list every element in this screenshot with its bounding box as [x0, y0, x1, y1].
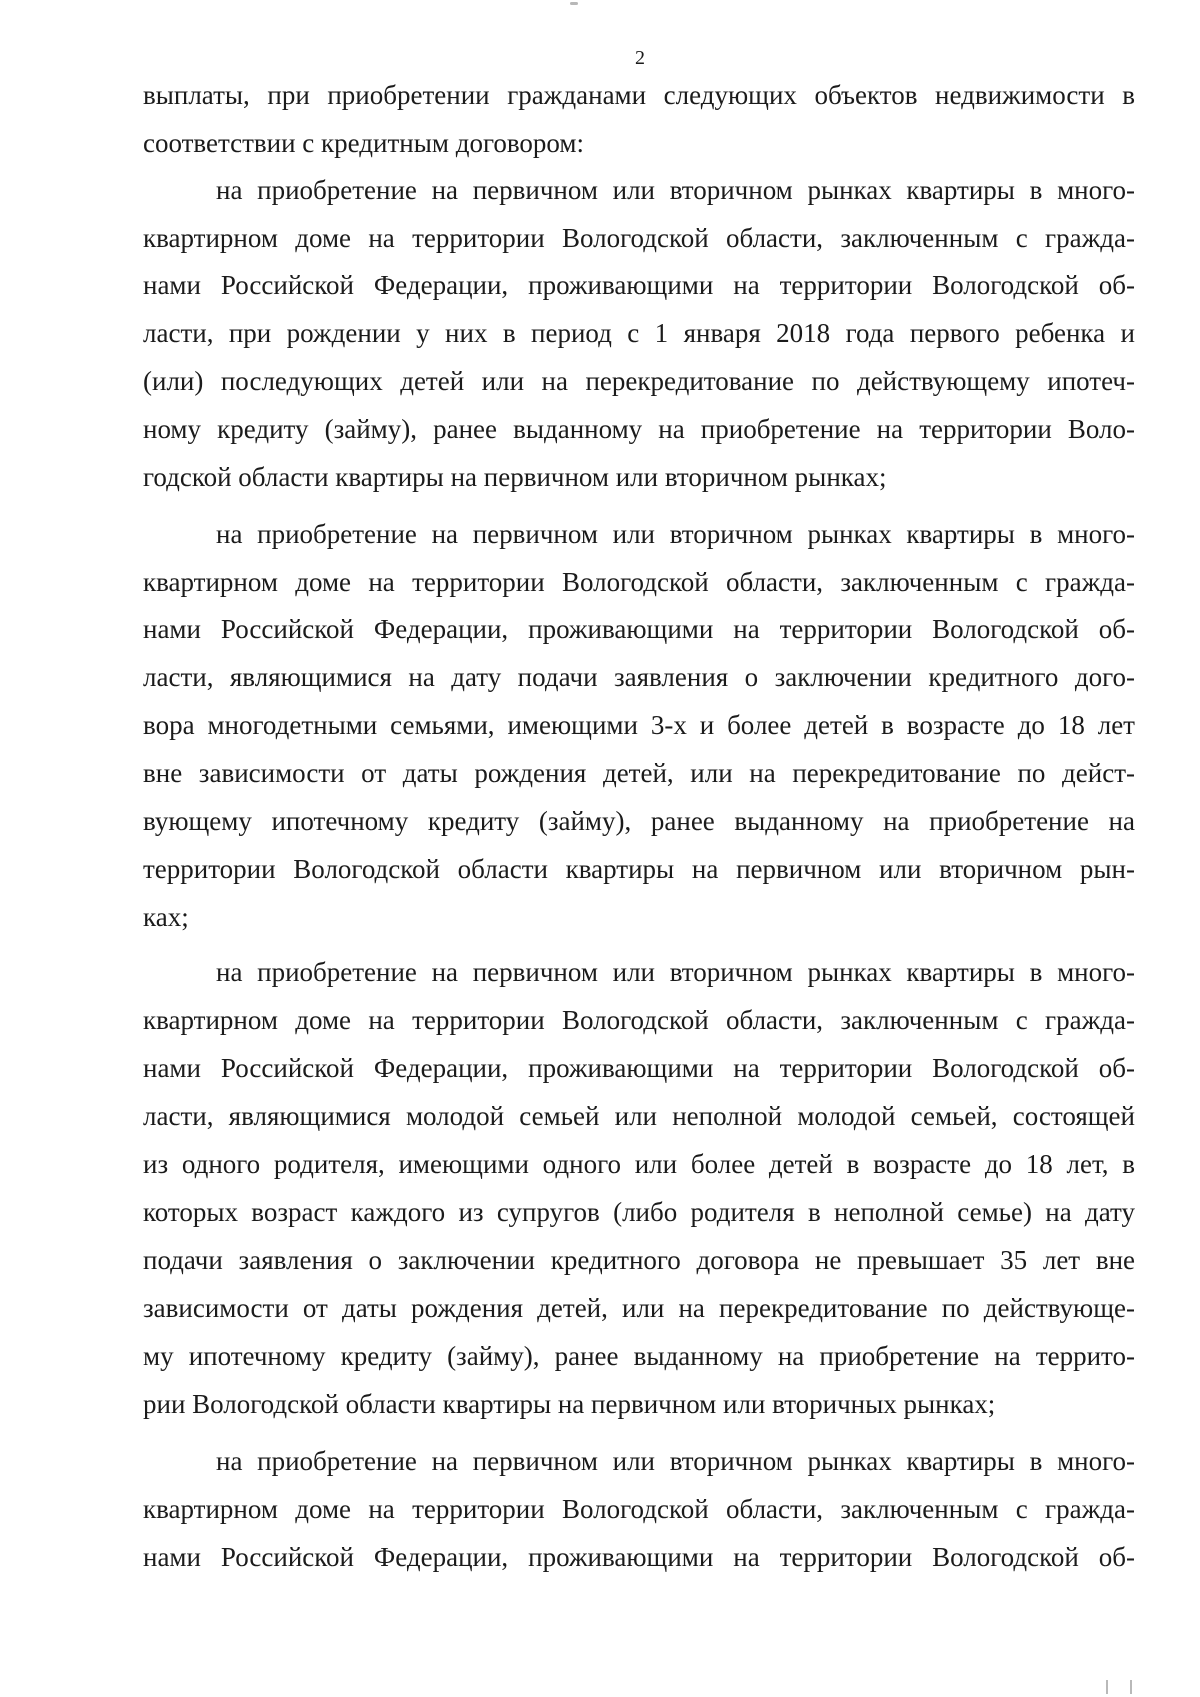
text-line: рии Вологодской области квартиры на первичном или вторичных рынках; [143, 1389, 996, 1419]
paragraph-first-line: на приобретение на первичном или вторичном рынках квартиры в много- [216, 175, 1135, 205]
text-line: квартирном доме на территории Вологодской области, заключенным с гражда- [143, 223, 1135, 253]
text-line: ласти, при рождении у них в период с 1 января 2018 года первого ребенка и [143, 318, 1135, 348]
text-line: подачи заявления о заключении кредитного договора не превышает 35 лет вне [143, 1245, 1135, 1275]
text-line: которых возраст каждого из супругов (либо родителя в неполной семье) на дату [143, 1197, 1135, 1227]
text-line: квартирном доме на территории Вологодской области, заключенным с гражда- [143, 1005, 1135, 1035]
paragraph-first-line: на приобретение на первичном или вторичном рынках квартиры в много- [216, 519, 1135, 549]
scan-smudge [570, 2, 578, 5]
paragraph-first-line: на приобретение на первичном или вторичном рынках квартиры в много- [216, 1446, 1135, 1476]
text-line: ласти, являющимися молодой семьей или неполной молодой семьей, состоящей [143, 1101, 1135, 1131]
text-line: вне зависимости от даты рождения детей, или на перекредитование по дейст- [143, 758, 1135, 788]
text-line: территории Вологодской области квартиры на первичном или вторичном рын- [143, 854, 1135, 884]
text-line: соответствии с кредитным договором: [143, 128, 584, 158]
text-line: вора многодетными семьями, имеющими 3-х и более детей в возрасте до 18 лет [143, 710, 1135, 740]
text-line: ласти, являющимися на дату подачи заявления о заключении кредитного дого- [143, 662, 1135, 692]
text-line: квартирном доме на территории Вологодской области, заключенным с гражда- [143, 567, 1135, 597]
text-line: квартирном доме на территории Вологодской области, заключенным с гражда- [143, 1494, 1135, 1524]
text-line: му ипотечному кредиту (займу), ранее выданному на приобретение на террито- [143, 1341, 1135, 1371]
text-line: ках; [143, 902, 189, 932]
page-number: 2 [635, 47, 645, 69]
text-line: ному кредиту (займу), ранее выданному на приобретение на территории Воло- [143, 414, 1135, 444]
text-line: зависимости от даты рождения детей, или на перекредитование по действующе- [143, 1293, 1135, 1323]
text-line: нами Российской Федерации, проживающими на территории Вологодской об- [143, 614, 1135, 644]
text-line: выплаты, при приобретении гражданами следующих объектов недвижимости в [143, 80, 1135, 110]
text-line: нами Российской Федерации, проживающими на территории Вологодской об- [143, 1053, 1135, 1083]
text-line: нами Российской Федерации, проживающими на территории Вологодской об- [143, 1542, 1135, 1572]
text-line: (или) последующих детей или на перекредитование по действующему ипотеч- [143, 366, 1135, 396]
text-line: нами Российской Федерации, проживающими на территории Вологодской об- [143, 270, 1135, 300]
text-line: вующему ипотечному кредиту (займу), ранее выданному на приобретение на [143, 806, 1135, 836]
scan-edge-mark [1106, 1680, 1132, 1694]
paragraph-first-line: на приобретение на первичном или вторичном рынках квартиры в много- [216, 957, 1135, 987]
text-line: годской области квартиры на первичном или вторичном рынках; [143, 462, 887, 492]
text-line: из одного родителя, имеющими одного или более детей в возрасте до 18 лет, в [143, 1149, 1135, 1179]
